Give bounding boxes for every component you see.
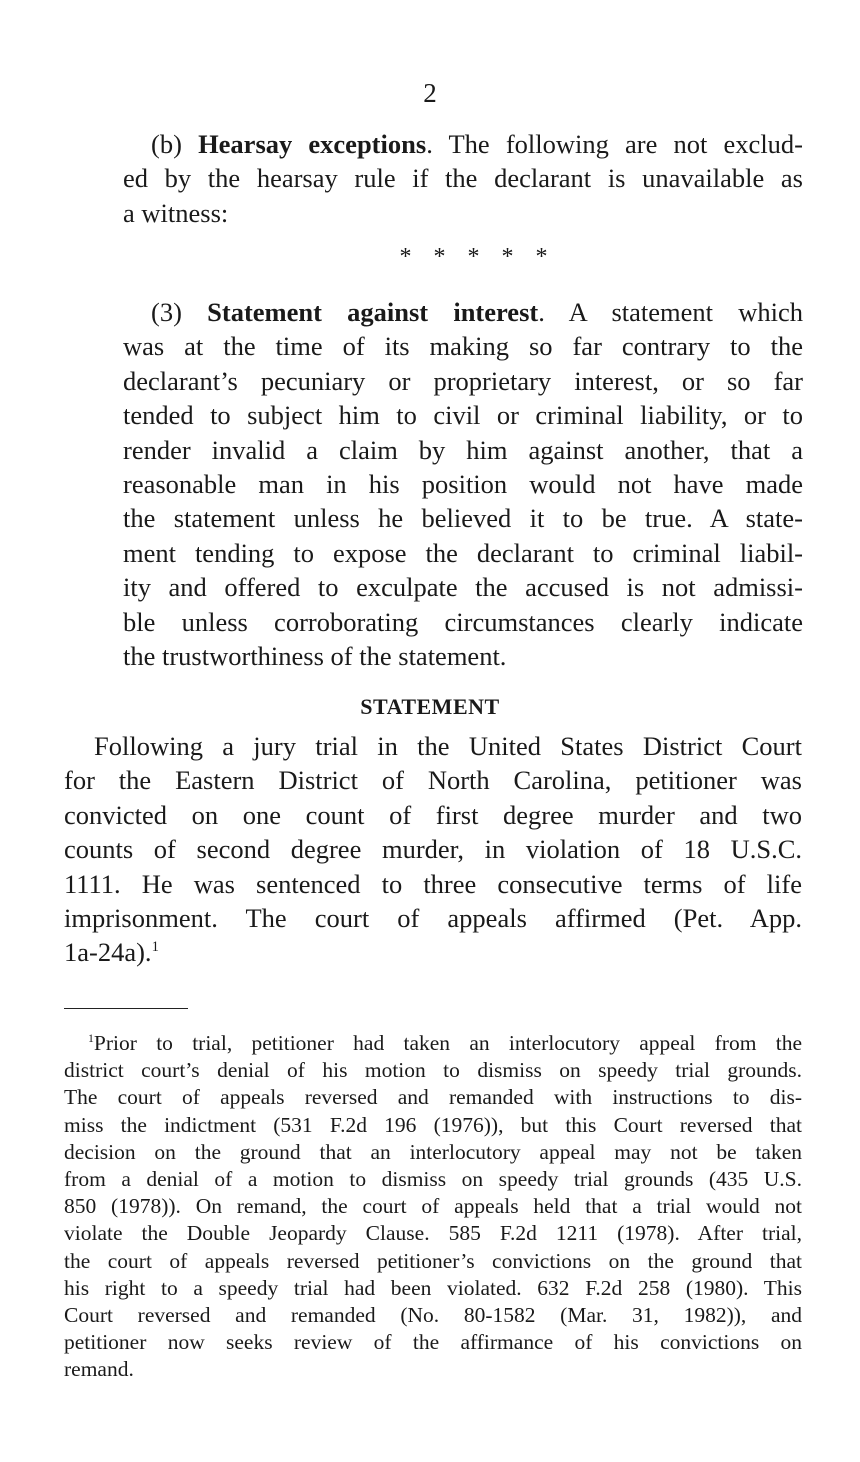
footnote-line: petitioner now seeks review of the affirmance of his convictions on [64, 1330, 802, 1355]
footnote-line: his right to a speedy trial had been violated. 632 F.2d 258 (1980). This [64, 1275, 802, 1300]
footnote-line: $^1$Prior to trial, petitioner had taken an interlocutory appeal from the [88, 1030, 802, 1055]
footnote-line: 850 (1978)). On remand, the court of appeals held that a trial would not [64, 1194, 802, 1219]
star: * [467, 244, 480, 270]
footnote-line: from a denial of a motion to dismiss on speedy trial grounds (435 U.S. [64, 1167, 802, 1192]
rule-b-line-3: a witness: [123, 197, 229, 228]
rule-b-line-2: ed by the hearsay rule if the declarant is unavailable as [123, 163, 803, 194]
rule-3-line: ble unless corroborating circumstances clearly indicate [123, 606, 803, 637]
rule-3-line: was at the time of its making so far contrary to the [123, 331, 803, 362]
rule-3-line: render invalid a claim by him against another, that a [123, 434, 803, 465]
statement-paragraph [64, 729, 802, 970]
statement-line-last: 1a-24a).$^1$ [64, 937, 159, 968]
footnote-line-last: remand. [64, 1357, 134, 1382]
statement-heading: STATEMENT [360, 694, 500, 719]
rule-3-line: reasonable man in his position would not have made [123, 469, 803, 500]
statement-line: counts of second degree murder, in violation of 18 U.S.C. [64, 834, 802, 865]
footnote-line: The court of appeals reversed and remanded with instructions to dis- [64, 1085, 802, 1110]
statement-line: imprisonment. The court of appeals affirmed (Pet. App. [64, 903, 802, 934]
statement-line: Following a jury trial in the United States District Court [94, 731, 802, 761]
footnote-line: Court reversed and remanded (No. 80-1582 (Mar. 31, 1982)), and [64, 1303, 802, 1328]
star: * [535, 244, 548, 270]
rule-3-line: the statement unless he believed it to be true. A state- [123, 503, 803, 534]
rule-3-line: tended to subject him to civil or criminal liability, or to [123, 400, 803, 431]
footnote-marker: 1 [88, 1030, 94, 1045]
rule-3-paragraph [123, 295, 803, 673]
omission-stars [0, 244, 860, 271]
rule-b-line-1: (b) Hearsay exceptions. The following are not exclud- [151, 129, 804, 159]
footnote-ref[interactable]: 1 [151, 939, 159, 956]
footnote-line: the court of appeals reversed petitioner’s convictions on the ground that [64, 1248, 802, 1273]
rule-3-line: ment tending to expose the declarant to criminal liabil- [123, 537, 803, 568]
statement-line: 1111. He was sentenced to three consecutive terms of life [64, 868, 802, 899]
rule-3-line: ity and offered to exculpate the accused is not admissi- [123, 572, 803, 603]
star: * [399, 244, 412, 270]
statement-line: for the Eastern District of North Carolina, petitioner was [64, 765, 802, 796]
statement-line: convicted on one count of first degree murder and two [64, 799, 802, 830]
star: * [501, 244, 514, 270]
footnote-line: district court’s denial of his motion to dismiss on speedy trial grounds. [64, 1058, 802, 1083]
rule-3-line: the trustworthiness of the statement. [123, 641, 507, 672]
footnote-1 [64, 1030, 802, 1384]
rule-3-line: declarant’s pecuniary or proprietary interest, or so far [123, 365, 803, 396]
footnote-line: violate the Double Jeopardy Clause. 585 F.2d 1211 (1978). After trial, [64, 1221, 802, 1246]
rule-b-paragraph [123, 127, 803, 230]
page-number: 2 [423, 78, 437, 108]
footnote-line: decision on the ground that an interlocutory appeal may not be taken [64, 1139, 802, 1164]
footnote-divider [64, 1008, 188, 1009]
rule-3-title: Statement against interest [207, 297, 539, 327]
rule-b-title: Hearsay exceptions [198, 129, 427, 159]
star: * [433, 244, 446, 270]
rule-3-line-1: (3) Statement against interest. A statement which [151, 297, 804, 327]
footnote-line: miss the indictment (531 F.2d 196 (1976)), but this Court reversed that [64, 1112, 802, 1137]
